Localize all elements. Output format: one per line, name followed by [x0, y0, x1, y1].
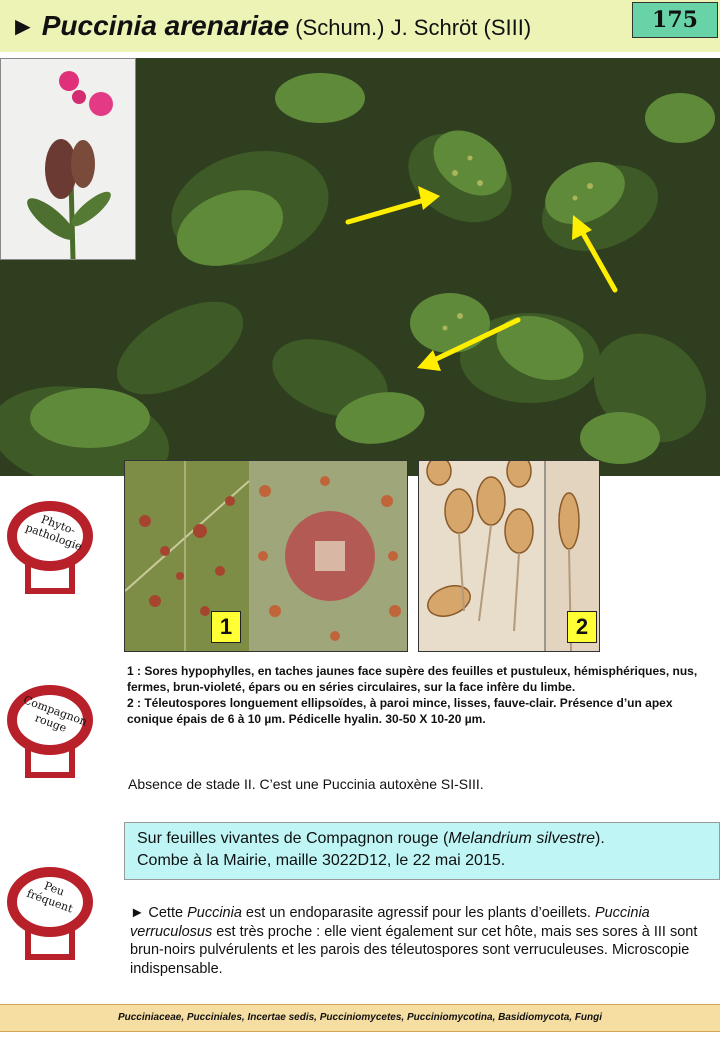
page-title: [10, 10, 531, 46]
title-arrow-icon: ►: [10, 11, 36, 41]
figure-number-2: 2: [567, 611, 597, 643]
species-authority: (Schum.) J. Schröt (SIII): [295, 15, 532, 40]
figure-number-1: 1: [211, 611, 241, 643]
taxonomy-footer: [0, 1004, 720, 1032]
absence-stage-note: Absence de stade II. C’est une Puccinia autoxène SI-SIII.: [128, 776, 484, 792]
similar-species-name: Puccinia verruculosus: [130, 905, 650, 940]
host-flower-inset-photo: [0, 58, 136, 260]
host-latin-name: Melandrium silvestre: [448, 830, 596, 847]
locality-box: [124, 822, 720, 880]
figure-caption: [127, 663, 712, 727]
side-label-peu-frequent: [2, 862, 102, 962]
label-compagnon-rouge-text: Compagnon rouge: [21, 693, 89, 735]
caption-line-2: 2 : Téleutospores longuement ellipsoïdes, à paroi mince, lisses, fauve-clair. Présence d’un apex conique épais de 6 à 10 µm. Pédicelle hyalin. 30-50 X 10-20 µm.: [127, 696, 673, 726]
note-arrow-icon: ►: [130, 905, 145, 921]
ring-icon: [2, 862, 102, 972]
taxonomy-text: Pucciniaceae, Pucciniales, Incertae sedis, Pucciniomycetes, Pucciniomycotina, Basidiomycota, Fungi: [117, 1012, 603, 1023]
label-peu-frequent-text: Peu fréquent: [25, 879, 75, 916]
sori-photo: [124, 460, 408, 652]
comparison-note: ► Cette Puccinia est un endoparasite agressif pour les plants d’oeillets. Puccinia verruculosus est très proche : elle vient également sur cet hôte, mais ses sores à III sont brun-noirs pulvérulents et les parois des téleutospores sont verruculeuses. Microscopie indispensable.: [130, 905, 698, 977]
side-label-compagnon-rouge: [2, 680, 102, 780]
species-name: Puccinia arenariae: [41, 10, 290, 41]
caption-line-1: 1 : Sores hypophylles, en taches jaunes face supère des feuilles et pustuleux, hémisphériques, nus, fermes, brun-violeté, épars ou en séries circulaires, sur la face infère du limbe.: [127, 664, 698, 694]
teliospore-micrograph: [418, 460, 600, 652]
page-number-badge: 175: [632, 2, 718, 38]
side-label-phytopathologie: [2, 496, 102, 596]
locality-line-2: Combe à la Mairie, maille 3022D12, le 22 mai 2015.: [137, 852, 506, 869]
locality-line-1: Sur feuilles vivantes de Compagnon rouge (Melandrium silvestre).: [137, 830, 605, 847]
label-phytopathologie-text: Phyto-pathologie: [23, 512, 84, 554]
